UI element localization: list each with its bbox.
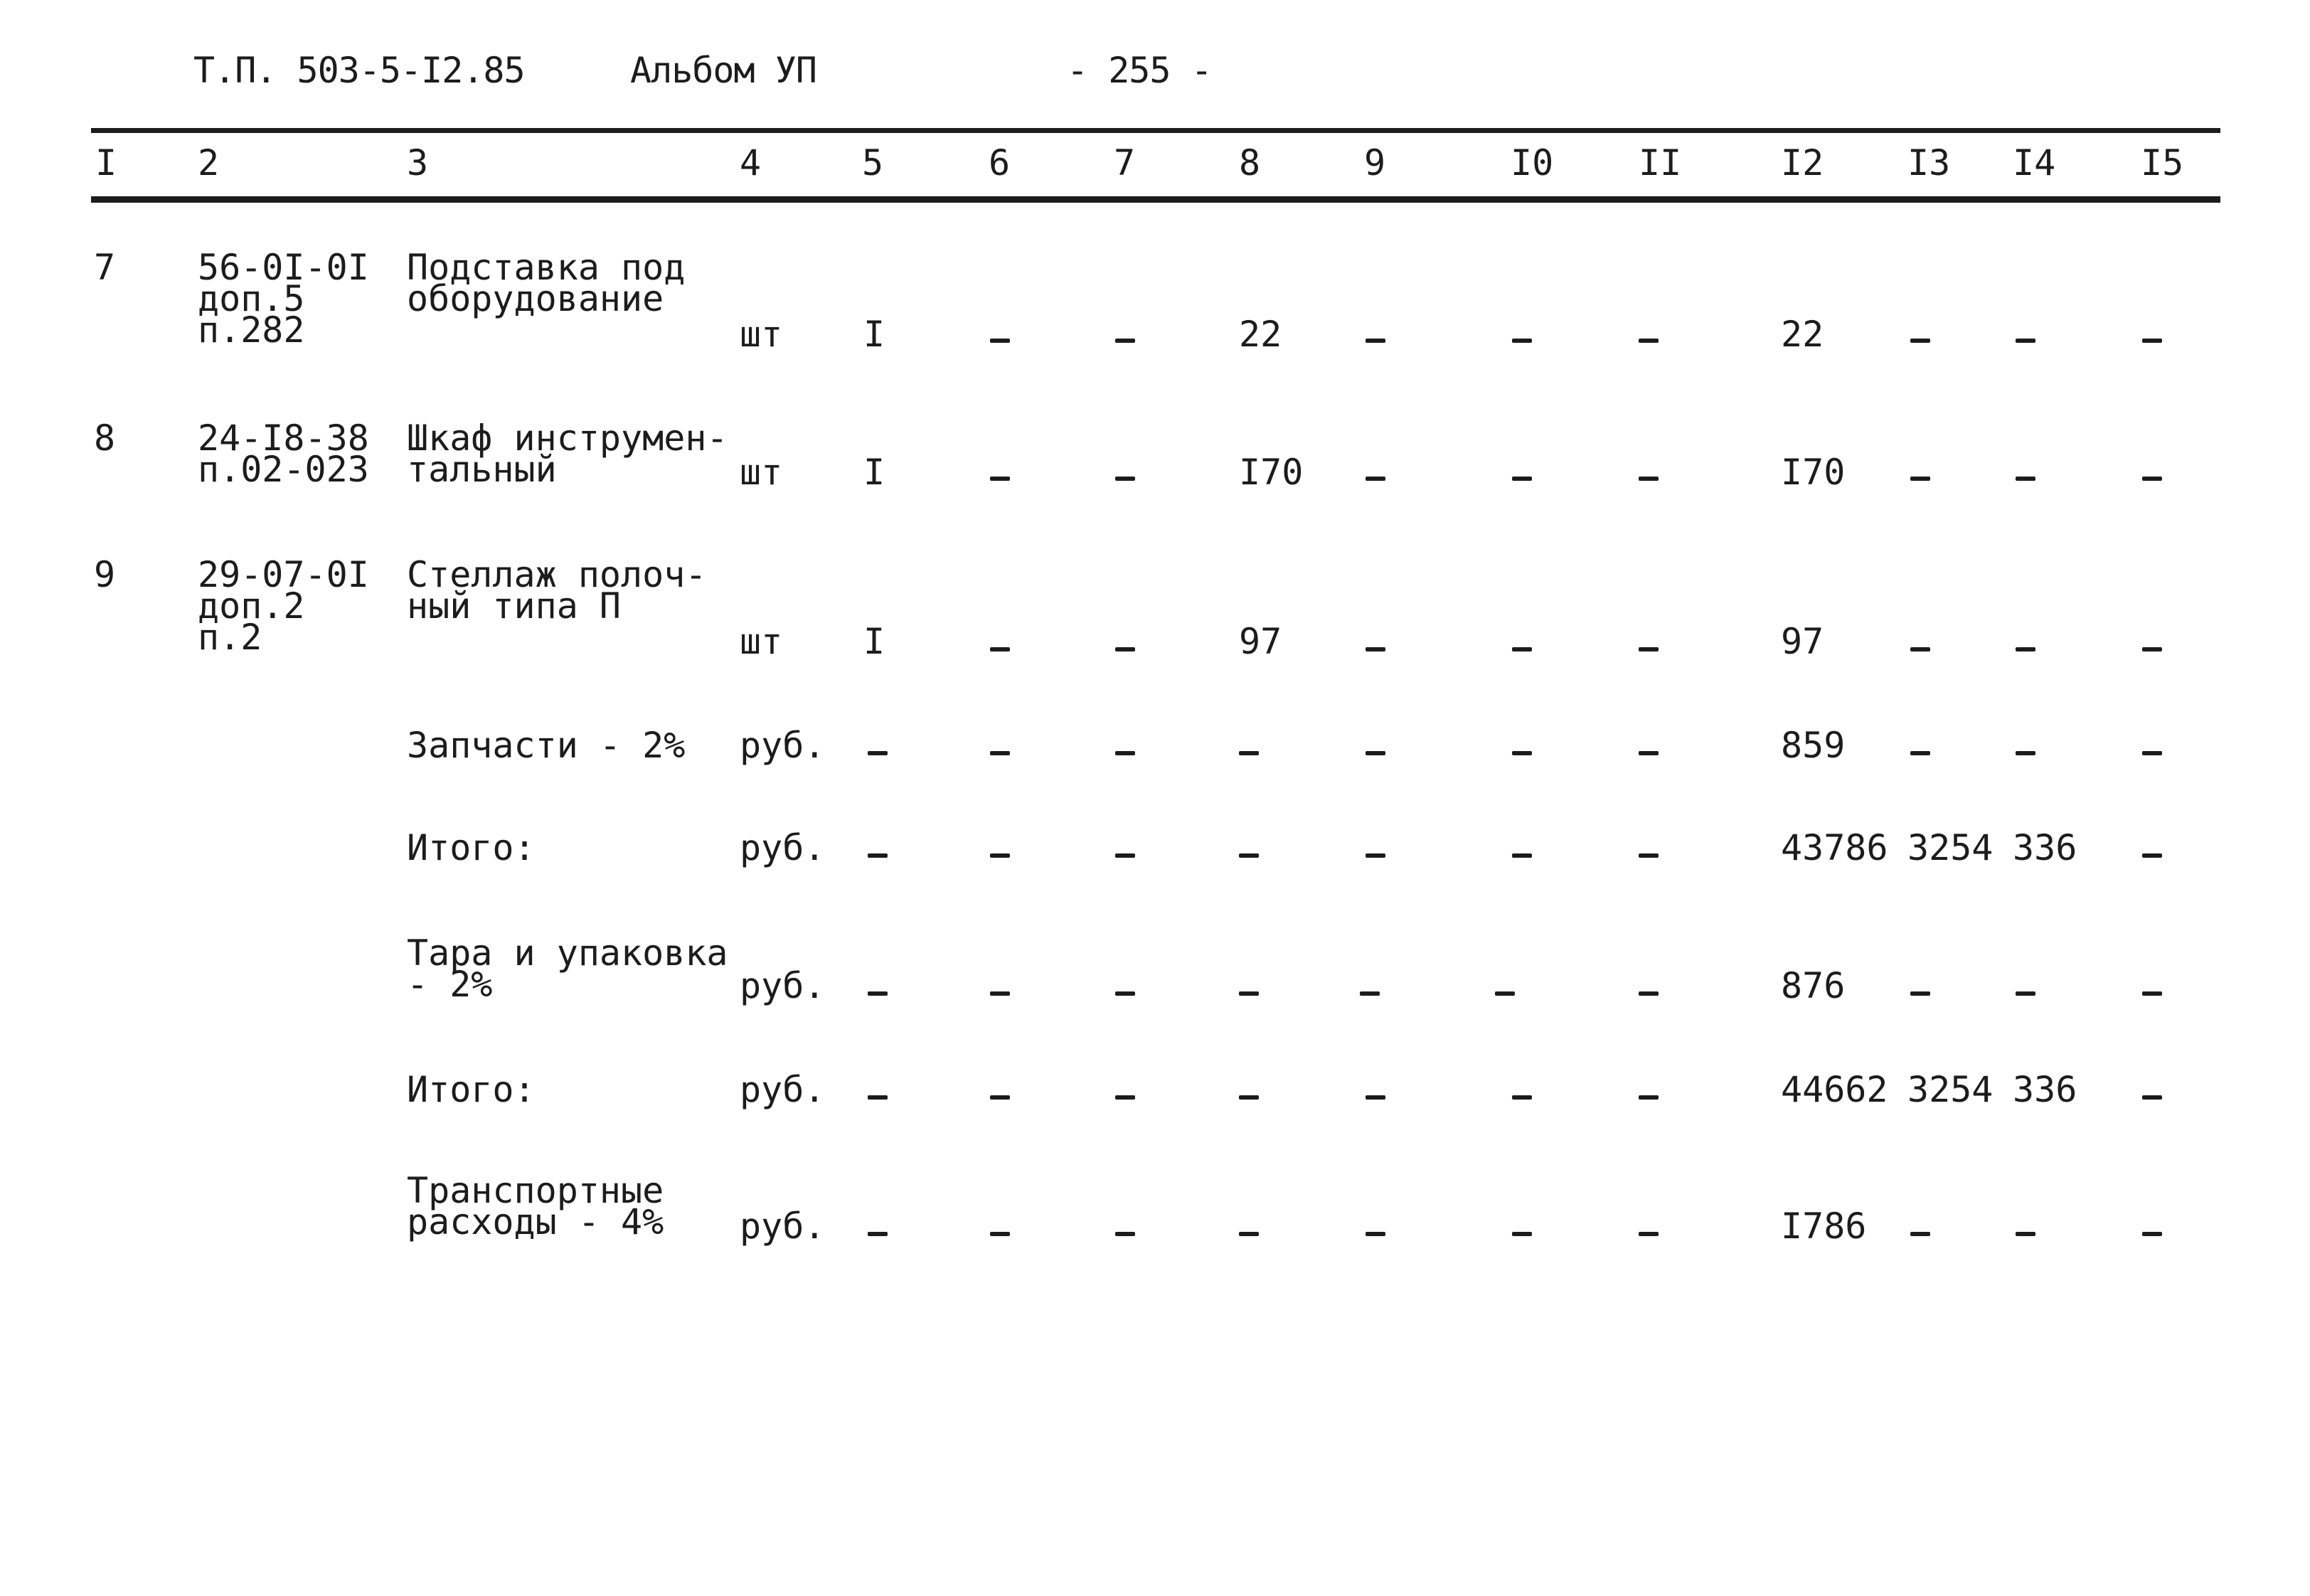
- column-header: I3: [1907, 142, 1951, 183]
- empty-cell-dash: [1115, 1095, 1135, 1100]
- summary-label: Тара и упаковка - 2%: [407, 932, 728, 1005]
- unit: шт: [740, 621, 783, 662]
- column-14-value: 336: [2013, 827, 2077, 868]
- empty-cell-dash: [2016, 647, 2035, 651]
- unit: руб.: [740, 1069, 826, 1110]
- empty-cell-dash: [1366, 853, 1385, 858]
- summary-label: Запчасти - 2%: [407, 725, 686, 766]
- unit: шт: [740, 314, 783, 355]
- row-number: 8: [94, 417, 116, 459]
- empty-cell-dash: [1910, 751, 1930, 755]
- column-12-value: I786: [1781, 1206, 1867, 1247]
- column-12-value: I70: [1781, 452, 1846, 493]
- position-code: 29-07-0I доп.2 п.2: [198, 554, 369, 658]
- empty-cell-dash: [1115, 853, 1135, 858]
- empty-cell-dash: [868, 1232, 888, 1236]
- empty-cell-dash: [1366, 477, 1385, 481]
- empty-cell-dash: [990, 339, 1010, 343]
- column-12-value: 97: [1781, 621, 1824, 662]
- empty-cell-dash: [1115, 647, 1135, 651]
- item-name: Шкаф инструмен- тальный: [407, 417, 728, 490]
- empty-cell-dash: [1512, 1232, 1532, 1236]
- column-header: I0: [1511, 142, 1554, 183]
- unit: руб.: [740, 1206, 826, 1247]
- column-13-value: 3254: [1907, 1069, 1994, 1110]
- row-number: 7: [94, 247, 116, 288]
- quantity: I: [863, 314, 885, 355]
- position-code: 24-I8-38 п.02-023: [198, 417, 369, 490]
- empty-cell-dash: [1512, 853, 1532, 858]
- empty-cell-dash: [1512, 751, 1532, 755]
- empty-cell-dash: [1639, 991, 1659, 996]
- empty-cell-dash: [868, 853, 888, 858]
- column-header: I2: [1781, 142, 1824, 183]
- column-8-value: 97: [1239, 621, 1282, 662]
- empty-cell-dash: [1512, 1095, 1532, 1100]
- document-code: Т.П. 503-5-I2.85: [193, 50, 525, 91]
- table-header-rule: [91, 196, 2220, 203]
- empty-cell-dash: [1910, 339, 1930, 343]
- column-header: I4: [2013, 142, 2056, 183]
- empty-cell-dash: [1910, 477, 1930, 481]
- column-header: I: [95, 142, 117, 183]
- empty-cell-dash: [2142, 853, 2162, 858]
- empty-cell-dash: [1239, 991, 1259, 996]
- album-label: Альбом УП: [630, 50, 816, 91]
- empty-cell-dash: [1910, 647, 1930, 651]
- empty-cell-dash: [1495, 991, 1515, 996]
- column-14-value: 336: [2013, 1069, 2077, 1110]
- page-number: - 255 -: [1067, 50, 1212, 91]
- unit: руб.: [740, 827, 826, 868]
- position-code: 56-0I-0I доп.5 п.282: [198, 247, 369, 351]
- empty-cell-dash: [2016, 477, 2035, 481]
- column-header: 8: [1239, 142, 1261, 183]
- empty-cell-dash: [1239, 1095, 1259, 1100]
- empty-cell-dash: [1639, 1232, 1659, 1236]
- column-header: 4: [740, 142, 762, 183]
- empty-cell-dash: [868, 1095, 888, 1100]
- empty-cell-dash: [1239, 853, 1259, 858]
- empty-cell-dash: [2016, 751, 2035, 755]
- empty-cell-dash: [1115, 1232, 1135, 1236]
- empty-cell-dash: [990, 477, 1010, 481]
- empty-cell-dash: [1115, 751, 1135, 755]
- column-header: 5: [862, 142, 884, 183]
- column-12-value: 43786: [1781, 827, 1888, 868]
- column-8-value: 22: [1239, 314, 1282, 355]
- empty-cell-dash: [1639, 647, 1659, 651]
- quantity: I: [863, 621, 885, 662]
- empty-cell-dash: [1512, 647, 1532, 651]
- empty-cell-dash: [990, 647, 1010, 651]
- item-name: Подставка под оборудование: [407, 247, 686, 319]
- table-top-rule: [91, 128, 2220, 133]
- empty-cell-dash: [1115, 477, 1135, 481]
- empty-cell-dash: [1366, 647, 1385, 651]
- empty-cell-dash: [1512, 339, 1532, 343]
- empty-cell-dash: [2016, 1232, 2035, 1236]
- empty-cell-dash: [2142, 751, 2162, 755]
- column-12-value: 876: [1781, 965, 1846, 1006]
- empty-cell-dash: [1639, 477, 1659, 481]
- column-header: 7: [1114, 142, 1136, 183]
- empty-cell-dash: [1366, 339, 1385, 343]
- empty-cell-dash: [1910, 1232, 1930, 1236]
- summary-label: Транспортные расходы - 4%: [407, 1170, 664, 1243]
- empty-cell-dash: [1639, 339, 1659, 343]
- summary-label: Итого:: [407, 827, 536, 868]
- empty-cell-dash: [1639, 853, 1659, 858]
- column-header: 2: [198, 142, 220, 183]
- empty-cell-dash: [2142, 647, 2162, 651]
- row-number: 9: [94, 554, 116, 595]
- empty-cell-dash: [1239, 1232, 1259, 1236]
- column-header: 9: [1364, 142, 1386, 183]
- column-12-value: 859: [1781, 725, 1846, 766]
- empty-cell-dash: [2016, 339, 2035, 343]
- empty-cell-dash: [1239, 751, 1259, 755]
- quantity: I: [863, 452, 885, 493]
- empty-cell-dash: [2142, 339, 2162, 343]
- empty-cell-dash: [1360, 991, 1380, 996]
- column-12-value: 22: [1781, 314, 1824, 355]
- column-header: 6: [989, 142, 1011, 183]
- empty-cell-dash: [1115, 991, 1135, 996]
- column-13-value: 3254: [1907, 827, 1994, 868]
- unit: руб.: [740, 725, 826, 766]
- empty-cell-dash: [1910, 991, 1930, 996]
- empty-cell-dash: [990, 991, 1010, 996]
- unit: руб.: [740, 965, 826, 1006]
- empty-cell-dash: [990, 1095, 1010, 1100]
- column-header: 3: [407, 142, 429, 183]
- empty-cell-dash: [868, 991, 888, 996]
- empty-cell-dash: [2142, 1232, 2162, 1236]
- unit: шт: [740, 452, 783, 493]
- empty-cell-dash: [990, 751, 1010, 755]
- empty-cell-dash: [2016, 991, 2035, 996]
- empty-cell-dash: [868, 751, 888, 755]
- column-12-value: 44662: [1781, 1069, 1888, 1110]
- summary-label: Итого:: [407, 1069, 536, 1110]
- column-header: II: [1639, 142, 1682, 183]
- empty-cell-dash: [1639, 1095, 1659, 1100]
- empty-cell-dash: [1366, 1232, 1385, 1236]
- empty-cell-dash: [1115, 339, 1135, 343]
- empty-cell-dash: [990, 1232, 1010, 1236]
- empty-cell-dash: [990, 853, 1010, 858]
- empty-cell-dash: [2142, 477, 2162, 481]
- empty-cell-dash: [1366, 1095, 1385, 1100]
- item-name: Стеллаж полоч- ный типа П: [407, 554, 707, 627]
- column-header: I5: [2141, 142, 2184, 183]
- column-8-value: I70: [1239, 452, 1304, 493]
- empty-cell-dash: [2142, 1095, 2162, 1100]
- empty-cell-dash: [1366, 751, 1385, 755]
- empty-cell-dash: [1639, 751, 1659, 755]
- empty-cell-dash: [2142, 991, 2162, 996]
- empty-cell-dash: [1512, 477, 1532, 481]
